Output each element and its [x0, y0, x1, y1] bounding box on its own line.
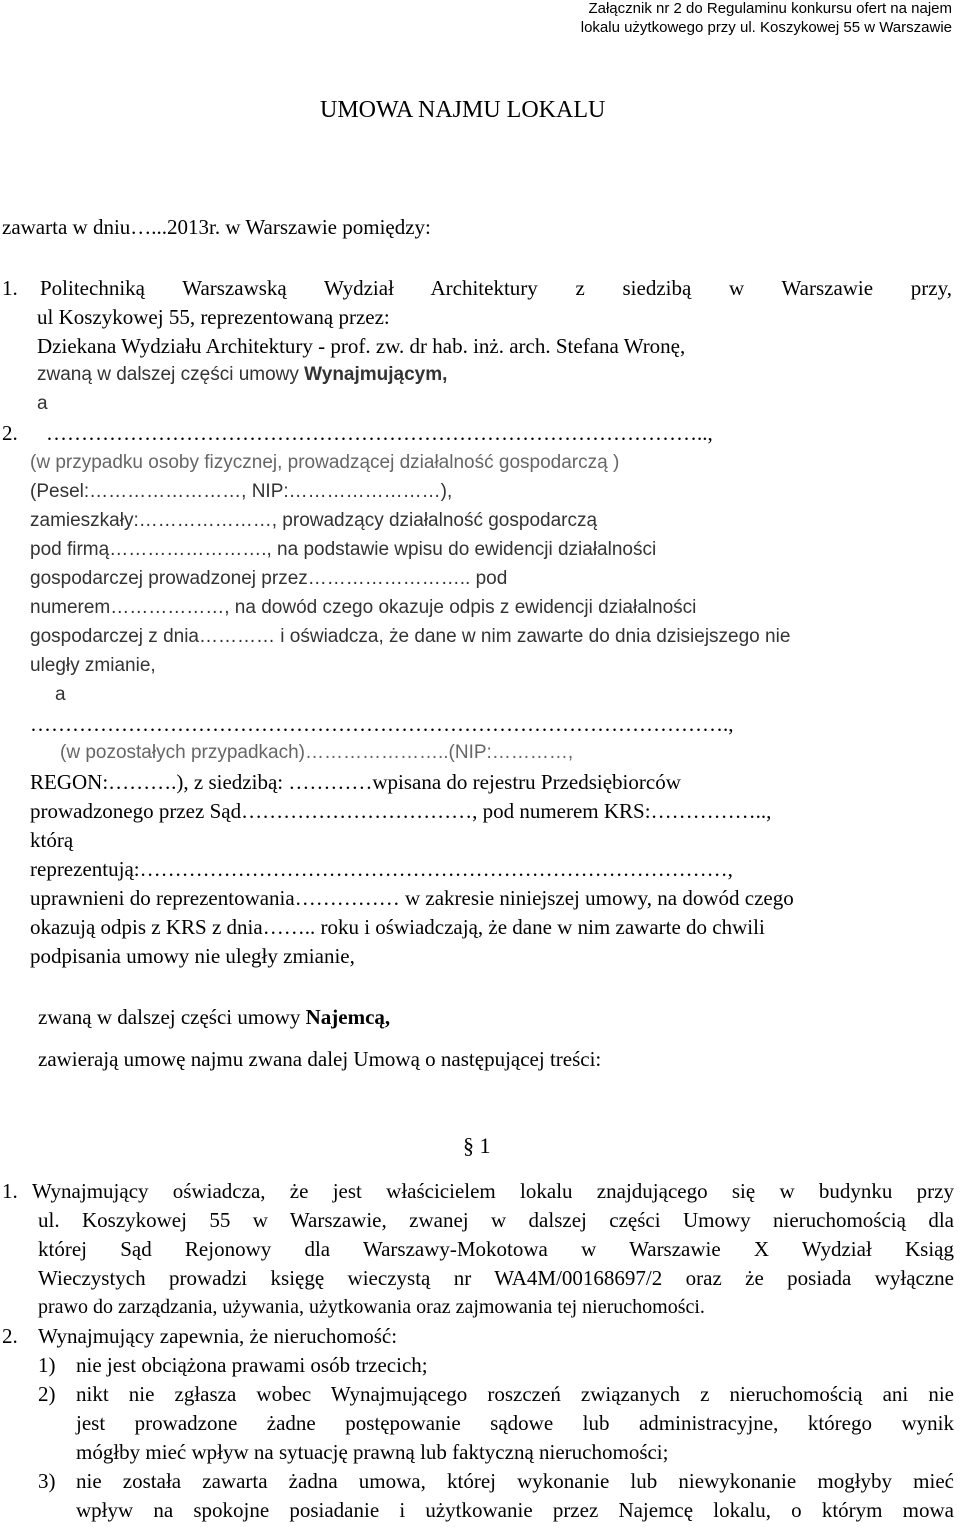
party2-company-line-2: REGON:……….), z siedzibą: …………wpisana do rejestru Przedsiębiorców — [30, 770, 681, 794]
intro-line: zawarta w dniu…...2013r. w Warszawie pomiędzy: — [2, 215, 431, 239]
party1-line-4 — [37, 365, 447, 384]
party2-line-3: zamieszkały:…………………, prowadzący działalność gospodarczą — [30, 510, 598, 531]
item-3-line-2: wpływ na spokojne posiadanie i użytkowanie przez Najemcę lokalu, o którym mowa — [76, 1498, 954, 1522]
tenant-role-bold: Najemcą, — [305, 1005, 391, 1029]
party2-dots-2: ………………………………………………………………………………………., — [30, 712, 734, 736]
party1-conjunction: a — [37, 393, 48, 414]
item-1-text: nie jest obciążona prawami osób trzecich; — [76, 1353, 428, 1377]
tenant-designation — [38, 1007, 390, 1028]
party2-company-line-1: (w pozostałych przypadkach)…………………..(NIP:…………, — [60, 742, 574, 763]
party2-company-line-3: prowadzonego przez Sąd……………………………, pod numerem KRS:…………….., — [30, 799, 772, 823]
party1-line-3: Dziekana Wydziału Architektury - prof. zw. dr hab. inż. arch. Stefana Wronę, — [37, 334, 686, 358]
party2-company-line-5: reprezentują:…………………………………………………………………………, — [30, 857, 733, 881]
item-3-line-1: nie została zawarta żadna umowa, której wykonanie lub niewykonanie mogłyby mieć — [76, 1469, 954, 1493]
party2-company-line-8: podpisania umowy nie uległy zmianie, — [30, 944, 355, 968]
party2-line-8: uległy zmianie, — [30, 655, 156, 676]
party2-company-line-4: którą — [30, 828, 74, 852]
clause-1-line-2: ul. Koszykowej 55 w Warszawie, zwanej w dalszej części Umowy nieruchomością dla — [38, 1208, 954, 1232]
party2-line-2: (Pesel:……………………, NIP:……………………), — [30, 481, 453, 502]
party2-line-5: gospodarczej prowadzonej przez…………………….. pod — [30, 568, 508, 589]
annex-line-1: Załącznik nr 2 do Regulaminu konkursu ofert na najem — [588, 0, 952, 17]
concluding-line: zawierają umowę najmu zwana dalej Umową o następującej treści: — [38, 1047, 602, 1071]
clause-2-line: Wynajmujący zapewnia, że nieruchomość: — [38, 1324, 398, 1348]
party1-line-4-text: zwaną w dalszej części umowy — [37, 364, 305, 385]
party1-role-bold: Wynajmującym, — [304, 364, 448, 385]
item-2-line-1: nikt nie zgłasza wobec Wynajmującego roszczeń związanych z nieruchomością ani nie — [76, 1382, 954, 1406]
party2-company-line-7: okazują odpis z KRS z dnia…….. roku i oświadczają, że dane w nim zawarte do chwili — [30, 915, 765, 939]
tenant-designation-text: zwaną w dalszej części umowy — [38, 1005, 306, 1029]
party1-line-1: Politechniką Warszawską Wydział Architektury z siedzibą w Warszawie przy, — [40, 276, 952, 300]
clause-1-line-3: której Sąd Rejonowy dla Warszawy-Mokotowa w Warszawie X Wydział Ksiąg — [38, 1237, 954, 1261]
item-2-number: 2) — [38, 1382, 56, 1406]
party2-line-1: (w przypadku osoby fizycznej, prowadzącej działalność gospodarczą ) — [30, 452, 620, 473]
item-2-line-2: jest prowadzone żadne postępowanie sądowe lub administracyjne, którego wynik — [76, 1411, 954, 1435]
clause-1-line-1: Wynajmujący oświadcza, że jest właścicielem lokalu znajdującego się w budynku przy — [32, 1179, 954, 1203]
clause-1-line-4: Wieczystych prowadzi księgę wieczystą nr WA4M/00168697/2 oraz że posiada wyłączne — [38, 1266, 954, 1290]
party2-line-7: gospodarczej z dnia………… i oświadcza, że dane w nim zawarte do dnia dzisiejszego nie — [30, 626, 791, 647]
item-3-number: 3) — [38, 1469, 56, 1493]
party2-number: 2. — [2, 421, 18, 445]
party2-line-6: numerem………………, na dowód czego okazuje odpis z ewidencji działalności — [30, 597, 697, 618]
party2-line-4: pod firmą……………………., na podstawie wpisu do ewidencji działalności — [30, 539, 657, 560]
party2-dots: ………………………………………………………………………………….., — [46, 421, 713, 445]
item-2-line-3: mógłby mieć wpływ na sytuację prawną lub faktyczną nieruchomości; — [76, 1440, 669, 1464]
annex-line-2: lokalu użytkowego przy ul. Koszykowej 55 w Warszawie — [580, 19, 952, 36]
section-heading: § 1 — [463, 1133, 491, 1158]
party2-company-line-6: uprawnieni do reprezentowania…………… w zakresie niniejszej umowy, na dowód czego — [30, 886, 794, 910]
party1-number: 1. — [2, 276, 18, 300]
clause-2-number: 2. — [2, 1324, 18, 1348]
clause-1-number: 1. — [2, 1179, 18, 1203]
document-title: UMOWA NAJMU LOKALU — [320, 97, 606, 123]
party1-line-2: ul Koszykowej 55, reprezentowaną przez: — [37, 305, 390, 329]
item-1-number: 1) — [38, 1353, 56, 1377]
party2-conjunction: a — [55, 684, 66, 705]
clause-1-line-5: prawo do zarządzania, używania, użytkowania oraz zajmowania tej nieruchomości. — [38, 1296, 705, 1318]
